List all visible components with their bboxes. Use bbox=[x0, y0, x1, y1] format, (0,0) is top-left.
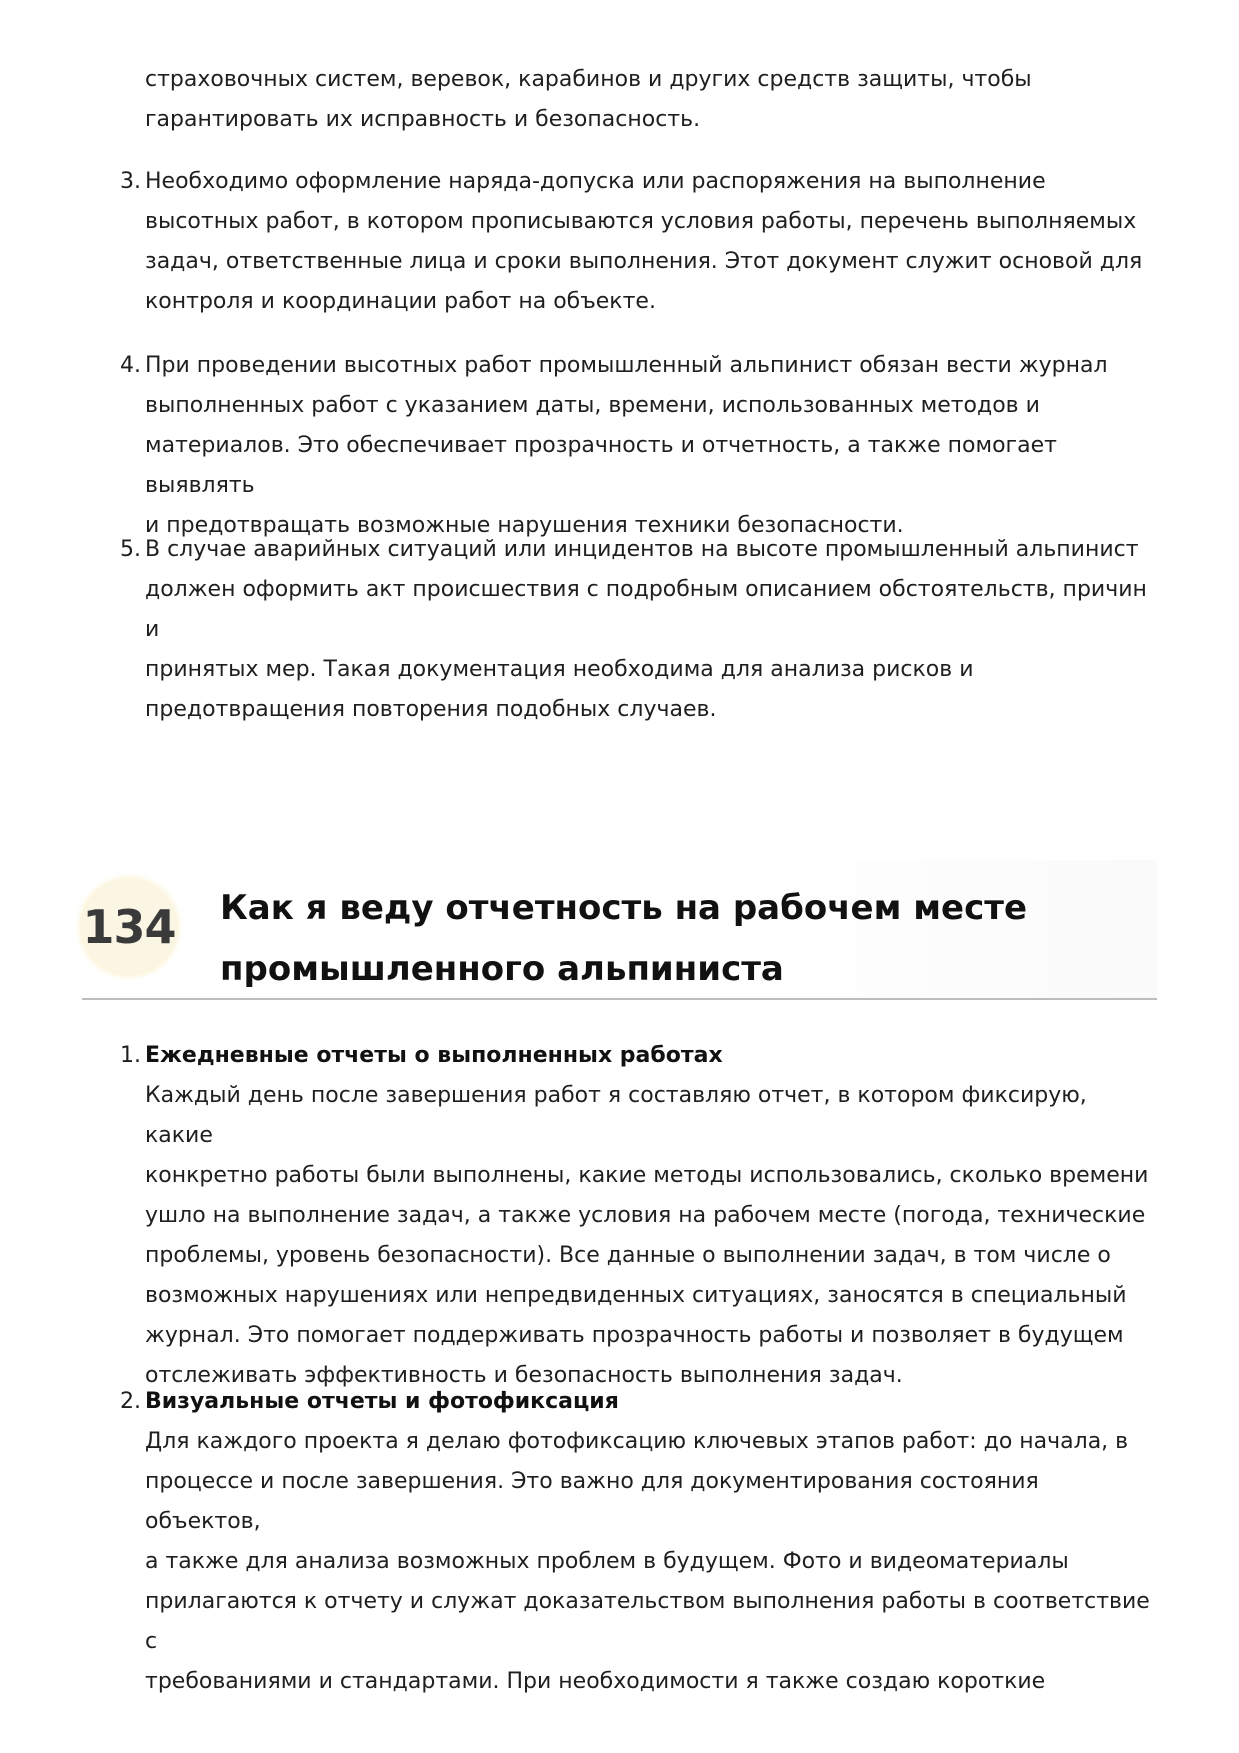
list-number: 5. bbox=[120, 537, 141, 562]
text-line: предотвращения повторения подобных случаев. bbox=[145, 697, 717, 722]
text-line: возможных нарушениях или непредвиденных ситуациях, заносятся в специальный bbox=[145, 1283, 1127, 1308]
list-number: 2. bbox=[120, 1389, 141, 1414]
text-line: гарантировать их исправность и безопасность. bbox=[145, 107, 701, 132]
list-item-4 bbox=[120, 346, 1157, 546]
text-line: Необходимо оформление наряда-допуска или распоряжения на выполнение bbox=[145, 169, 1046, 194]
text-line: журнал. Это помогает поддерживать прозрачность работы и позволяет в будущем bbox=[145, 1323, 1124, 1348]
text-line: а также для анализа возможных проблем в будущем. Фото и видеоматериалы bbox=[145, 1549, 1069, 1574]
text-line: требованиями и стандартами. При необходимости я также создаю короткие bbox=[145, 1669, 1046, 1694]
text-line: задач, ответственные лица и сроки выполнения. Этот документ служит основой для bbox=[145, 249, 1143, 274]
list-number: 4. bbox=[120, 353, 141, 378]
text-line: При проведении высотных работ промышленный альпинист обязан вести журнал bbox=[145, 353, 1108, 378]
text-line: должен оформить акт происшествия с подробным описанием обстоятельств, причин и bbox=[145, 577, 1147, 642]
list-item-3 bbox=[120, 162, 1157, 322]
text-line: процессе и после завершения. Это важно для документирования состояния объектов, bbox=[145, 1469, 1039, 1534]
text-line: проблемы, уровень безопасности). Все данные о выполнении задач, в том числе о bbox=[145, 1243, 1111, 1268]
text-line: Для каждого проекта я делаю фотофиксацию ключевых этапов работ: до начала, в bbox=[145, 1429, 1129, 1454]
section-header bbox=[82, 860, 1157, 1000]
title-line: Как я веду отчетность на рабочем месте bbox=[220, 888, 1028, 928]
intro-continuation bbox=[145, 60, 1155, 140]
section-title bbox=[220, 878, 1120, 1000]
text-line: и предотвращать возможные нарушения техники безопасности. bbox=[145, 513, 904, 538]
item-heading: Визуальные отчеты и фотофиксация bbox=[145, 1389, 619, 1414]
text-line: страховочных систем, веревок, карабинов и других средств защиты, чтобы bbox=[145, 67, 1032, 92]
text-line: принятых мер. Такая документация необходима для анализа рисков и bbox=[145, 657, 974, 682]
report-item-daily bbox=[120, 1036, 1157, 1396]
text-line: выполненных работ с указанием даты, времени, использованных методов и bbox=[145, 393, 1040, 418]
text-line: высотных работ, в котором прописываются условия работы, перечень выполняемых bbox=[145, 209, 1137, 234]
list-item-5 bbox=[120, 530, 1157, 730]
text-line: контроля и координации работ на объекте. bbox=[145, 289, 656, 314]
section-number-badge: 134 bbox=[82, 880, 176, 974]
list-number: 1. bbox=[120, 1043, 141, 1068]
item-heading: Ежедневные отчеты о выполненных работах bbox=[145, 1043, 723, 1068]
text-line: материалов. Это обеспечивает прозрачность и отчетность, а также помогает выявлять bbox=[145, 433, 1057, 498]
title-line: промышленного альпиниста bbox=[220, 949, 784, 989]
text-line: ушло на выполнение задач, а также условия на рабочем месте (погода, технические bbox=[145, 1203, 1146, 1228]
list-number: 3. bbox=[120, 169, 141, 194]
report-item-visual bbox=[120, 1382, 1157, 1702]
text-line: Каждый день после завершения работ я составляю отчет, в котором фиксирую, какие bbox=[145, 1083, 1087, 1148]
text-line: прилагаются к отчету и служат доказательством выполнения работы в соответствие с bbox=[145, 1589, 1150, 1654]
text-line: конкретно работы были выполнены, какие методы использовались, сколько времени bbox=[145, 1163, 1149, 1188]
text-line: В случае аварийных ситуаций или инцидентов на высоте промышленный альпинист bbox=[145, 537, 1139, 562]
text-line: отслеживать эффективность и безопасность выполнения задач. bbox=[145, 1363, 903, 1388]
